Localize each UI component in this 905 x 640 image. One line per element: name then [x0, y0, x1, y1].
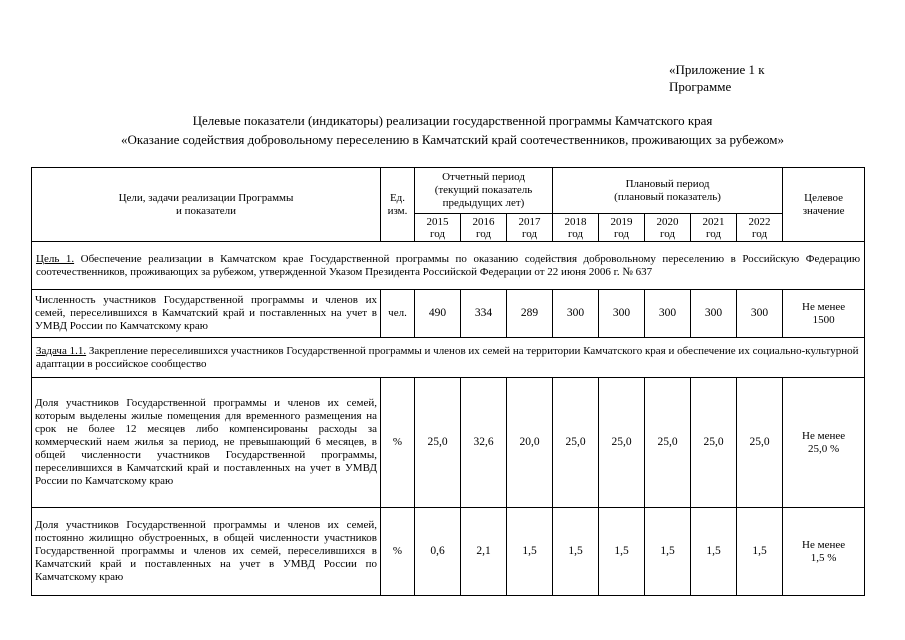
indicator-value: 490 — [415, 290, 461, 338]
indicator-value: 300 — [645, 290, 691, 338]
title-line-1: Целевые показатели (индикаторы) реализации государственной программы Камчатского края — [192, 113, 713, 128]
indicator-value: 25,0 — [691, 378, 737, 508]
header-year: 2019 год — [599, 214, 645, 242]
header-year: 2017 год — [507, 214, 553, 242]
header-year: 2022 год — [737, 214, 783, 242]
goal-text: Обеспечение реализации в Камчатском крае Государственной программы по оказанию содействия добровольному переселению в Российскую Федерацию соотечественников, проживающих за рубежом, утвержденной Указом Президента Российской Федерации от 22 июня 2006 г. № 637 — [36, 252, 861, 278]
appendix-label: «Приложение 1 к Программе — [669, 62, 765, 94]
indicators-table — [31, 167, 865, 596]
header-year: 2018 год — [553, 214, 599, 242]
header-reporting-period: Отчетный период (текущий показатель предыдущих лет) — [415, 168, 553, 214]
header-target: Целевое значение — [783, 168, 865, 242]
indicator-value: 300 — [599, 290, 645, 338]
header-year: 2016 год — [461, 214, 507, 242]
indicator-unit: % — [381, 378, 415, 508]
indicator-value: 25,0 — [599, 378, 645, 508]
indicator-value: 289 — [507, 290, 553, 338]
indicator-value: 300 — [553, 290, 599, 338]
indicator-value: 300 — [691, 290, 737, 338]
indicator-value: 25,0 — [737, 378, 783, 508]
indicator-target: Не менее 25,0 % — [783, 378, 865, 508]
indicator-value: 1,5 — [507, 508, 553, 596]
indicator-value: 1,5 — [553, 508, 599, 596]
indicator-value: 1,5 — [691, 508, 737, 596]
indicator-value: 20,0 — [507, 378, 553, 508]
task-label: Задача 1.1. — [36, 344, 87, 357]
goal-label: Цель 1. — [36, 252, 75, 265]
indicator-value: 25,0 — [645, 378, 691, 508]
indicator-unit: % — [381, 508, 415, 596]
indicator-value: 334 — [461, 290, 507, 338]
task-row — [32, 338, 865, 378]
document-title — [0, 111, 905, 149]
indicator-unit: чел. — [381, 290, 415, 338]
task-text: Закрепление переселившихся участников Государственной программы и членов их семей на территории Камчатского края и обеспечение их социально-культурной адаптации в российское сообщество — [36, 344, 859, 370]
header-year: 2021 год — [691, 214, 737, 242]
indicator-name: Доля участников Государственной программы и членов их семей, которым выделены жилые помещения для временного размещения на срок не более 12 месяцев либо компенсированы расходы за коммерческий наем жилья за период, не превышающий 6 месяцев, в общей численности участников Государственной программы, переселившихся в Камчатский край и поставленных на учет в УМВД России по Камчатскому краю — [32, 378, 381, 508]
header-planned-period: Плановый период (плановый показатель) — [553, 168, 783, 214]
indicator-value: 1,5 — [645, 508, 691, 596]
indicator-value: 1,5 — [737, 508, 783, 596]
indicator-value: 25,0 — [415, 378, 461, 508]
title-line-2: «Оказание содействия добровольному переселению в Камчатский край соотечественников, проживающих за рубежом» — [121, 132, 784, 147]
header-goals: Цели, задачи реализации Программы и показатели — [32, 168, 381, 242]
indicator-name: Численность участников Государственной программы и членов их семей, переселившихся в Камчатский край и поставленных на учет в УМВД России по Камчатскому краю — [32, 290, 381, 338]
indicator-target: Не менее 1,5 % — [783, 508, 865, 596]
header-unit: Ед. изм. — [381, 168, 415, 242]
indicator-target: Не менее 1500 — [783, 290, 865, 338]
indicator-value: 25,0 — [553, 378, 599, 508]
indicator-value: 1,5 — [599, 508, 645, 596]
indicator-value: 300 — [737, 290, 783, 338]
indicator-value: 32,6 — [461, 378, 507, 508]
indicator-name: Доля участников Государственной программы и членов их семей, постоянно жилищно обустроенных, в общей численности участников Государственной программы и членов их семей, переселившихся в Камчатский край и поставленных на учет в УМВД России по Камчатскому краю — [32, 508, 381, 596]
header-year: 2020 год — [645, 214, 691, 242]
goal-row — [32, 242, 865, 290]
header-year: 2015 год — [415, 214, 461, 242]
indicator-value: 0,6 — [415, 508, 461, 596]
indicator-value: 2,1 — [461, 508, 507, 596]
